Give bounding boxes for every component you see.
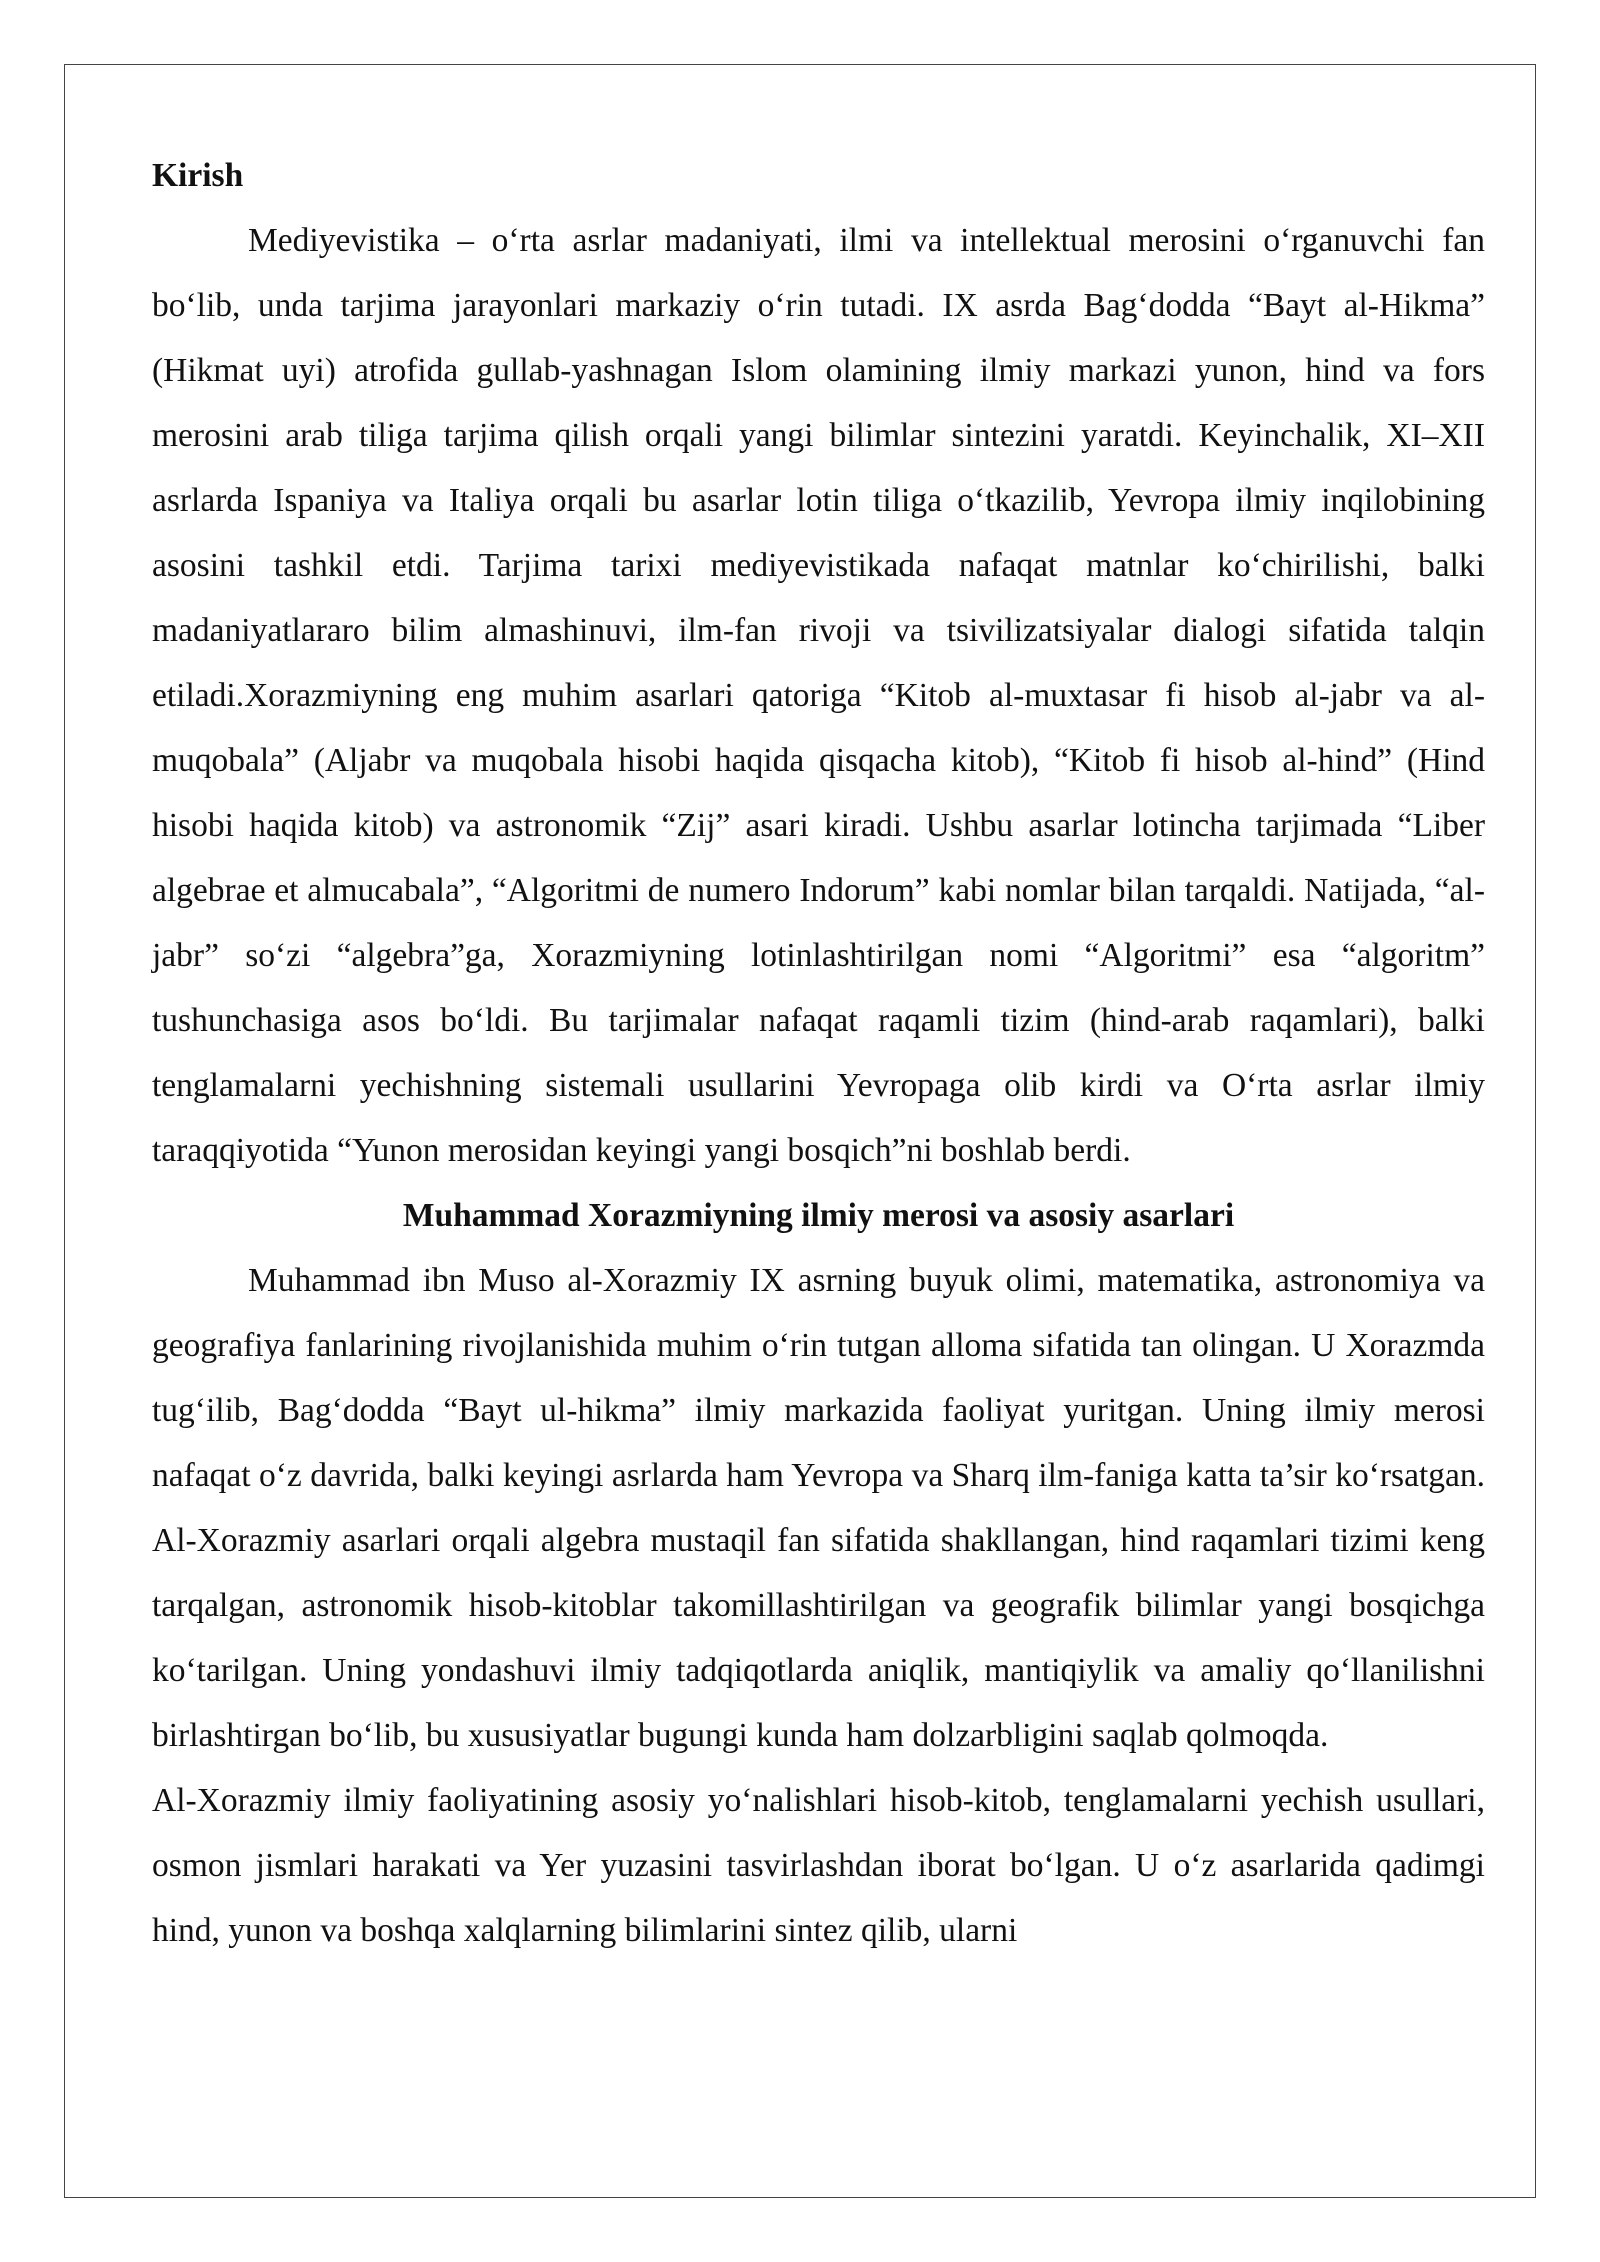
document-body (152, 143, 1485, 1963)
intro-paragraph: Mediyevistika – o‘rta asrlar madaniyati, ilmi va intellektual merosini o‘rganuvchi fan bo‘lib, unda tarjima jarayonlari markaziy o‘rin tutadi. IX asrda Bag‘dodda “Bayt al-Hikma” (Hikmat uyi) atrofida gullab-yashnagan Islom olamining ilmiy markazi yunon, hind va fors merosini arab tiliga tarjima qilish orqali yangi bilimlar sintezini yaratdi. Keyinchalik, XI–XII asrlarda Ispaniya va Italiya orqali bu asarlar lotin tiliga o‘tkazilib, Yevropa ilmiy inqilobining asosini tashkil etdi. Tarjima tarixi mediyevistikada nafaqat matnlar ko‘chirilishi, balki madaniyatlararo bilim almashinuvi, ilm-fan rivoji va tsivilizatsiyalar dialogi sifatida talqin etiladi.Xorazmiyning eng muhim asarlari qatoriga “Kitob al-muxtasar fi hisob al-jabr va al-muqobala” (Aljabr va muqobala hisobi haqida qisqacha kitob), “Kitob fi hisob al-hind” (Hind hisobi haqida kitob) va astronomik “Zij” asari kiradi. Ushbu asarlar lotincha tarjimada “Liber algebrae et almucabala”, “Algoritmi de numero Indorum” kabi nomlar bilan tarqaldi. Natijada, “al-jabr” so‘zi “algebra”ga, Xorazmiyning lotinlashtirilgan nomi “Algoritmi” esa “algoritm” tushunchasiga asos bo‘ldi. Bu tarjimalar nafaqat raqamli tizim (hind-arab raqamlari), balki tenglamalarni yechishning sistemali usullarini Yevropaga olib kirdi va O‘rta asrlar ilmiy taraqqiyotida “Yunon merosidan keyingi yangi bosqich”ni boshlab berdi. (152, 222, 1485, 1169)
section-heading: Muhammad Xorazmiyning ilmiy merosi va asosiy asarlari (402, 1197, 1235, 1234)
intro-heading: Kirish (152, 157, 244, 194)
section-paragraph-1: Muhammad ibn Muso al-Xorazmiy IX asrning buyuk olimi, matematika, astronomiya va geografiya fanlarining rivojlanishida muhim o‘rin tutgan alloma sifatida tan olingan. U Xorazmda tug‘ilib, Bag‘dodda “Bayt ul-hikma” ilmiy markazida faoliyat yuritgan. Uning ilmiy merosi nafaqat o‘z davrida, balki keyingi asrlarda ham Yevropa va Sharq ilm-faniga katta ta’sir ko‘rsatgan. Al-Xorazmiy asarlari orqali algebra mustaqil fan sifatida shakllangan, hind raqamlari tizimi keng tarqalgan, astronomik hisob-kitoblar takomillashtirilgan va geografik bilimlar yangi bosqichga ko‘tarilgan. Uning yondashuvi ilmiy tadqiqotlarda aniqlik, mantiqiylik va amaliy qo‘llanilishni birlashtirgan bo‘lib, bu xususiyatlar bugungi kunda ham dolzarbligini saqlab qolmoqda. (152, 1262, 1485, 1754)
section-paragraph-2: Al-Xorazmiy ilmiy faoliyatining asosiy yo‘nalishlari hisob-kitob, tenglamalarni yechish usullari, osmon jismlari harakati va Yer yuzasini tasvirlashdan iborat bo‘lgan. U o‘z asarlarida qadimgi hind, yunon va boshqa xalqlarning bilimlarini sintez qilib, ularni (152, 1782, 1485, 1949)
